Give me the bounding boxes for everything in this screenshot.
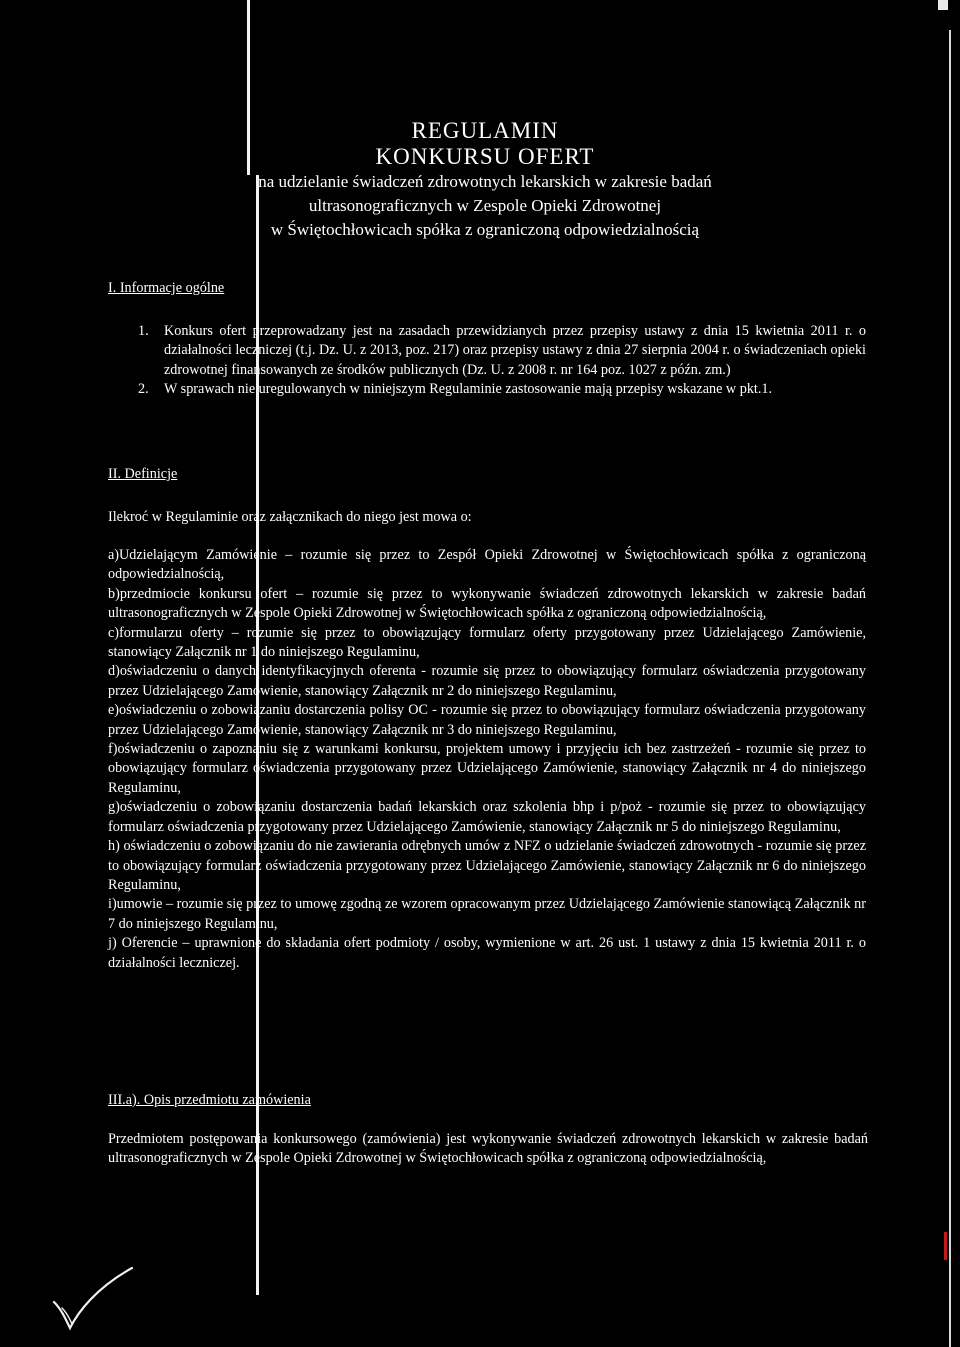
list-item-number: 2. [138, 381, 149, 398]
section-3-text: Przedmiotem postępowania konkursowego (zamówienia) jest wykonywanie świadczeń zdrowotnych lekarskich w zakresie badań ultrasonograficznych w Zespole Opieki Zdrowotnej w Świętochłowicach spółka z ograniczoną odpowiedzialnością, [108, 1131, 868, 1167]
definition-item: a)Udzielającym Zamówienie – rozumie się przez to Zespół Opieki Zdrowotnej w Świętochłowicach spółka z ograniczoną odpowiedzialnością, [108, 547, 866, 583]
section-3-heading: III.a). Opis przedmiotu zamówienia [108, 1092, 311, 1108]
list-item [138, 322, 866, 380]
list-item [138, 380, 866, 399]
definition-item: i)umowie – rozumie się przez to umowę zgodną ze wzorem opracowanym przez Udzielającego Zamówienie stanowiącą Załącznik nr 7 do niniejszego Regulaminu, [108, 896, 866, 932]
section-1-list [138, 322, 866, 400]
subtitle-line-1: na udzielanie świadczeń zdrowotnych lekarskich w zakresie badań [258, 172, 712, 191]
definitions-list [108, 546, 866, 973]
scan-mark-right [944, 1232, 947, 1260]
list-item-text: W sprawach nie uregulowanych w niniejszym Regulaminie zastosowanie mają przepisy wskazane w pkt.1. [164, 381, 773, 398]
scan-line-right [949, 30, 951, 1347]
scan-mark-top [938, 0, 948, 10]
section-1-heading: I. Informacje ogólne [108, 280, 225, 296]
definition-item: d)oświadczeniu o danych identyfikacyjnych oferenta - rozumie się przez to obowiązujący formularz oświadczenia przygotowany przez Udzielającego Zamówienie, stanowiący Załącznik nr 2 do niniejszego Regulaminu, [108, 663, 866, 699]
section-2-heading: II. Definicje [108, 466, 178, 482]
document-title-block [100, 118, 870, 242]
subtitle-line-2: ultrasonograficznych w Zespole Opieki Zdrowotnej [308, 196, 662, 215]
document-title-2: KONKURSU OFERT [375, 144, 595, 169]
definition-item: j) Oferencie – uprawnione do składania ofert podmioty / osoby, wymienione w art. 26 ust. 1 ustawy z dnia 15 kwietnia 2011 r. o działalności leczniczej. [108, 935, 866, 971]
list-item-text: Konkurs ofert przeprowadzany jest na zasadach przewidzianych przez przepisy ustawy z dnia 15 kwietnia 2011 r. o działalności leczniczej (t.j. Dz. U. z 2013, poz. 217) oraz przepisy ustawy z dnia 27 sierpnia 2004 r. o świadczeniach opieki zdrowotnej finansowanych ze środków publicznych (Dz. U. z 2008 r. nr 164 poz. 1027 z późn. zm.) [164, 323, 866, 378]
handwritten-check-icon [48, 1262, 138, 1332]
definition-item: h) oświadczeniu o zobowiązaniu do nie zawierania odrębnych umów z NFZ o udzielanie świadczeń zdrowotnych - rozumie się przez to obowiązujący formularz oświadczenia przygotowany przez Udzielającego Zamówienie, stanowiący Załącznik nr 6 do niniejszego Regulaminu, [108, 838, 866, 893]
definition-item: g)oświadczeniu o zobowiązaniu dostarczenia badań lekarskich oraz szkolenia bhp i p/poż - rozumie się przez to obowiązujący formularz oświadczenia przygotowany przez Udzielającego Zamówienie, stanowiący Załącznik nr 5 do niniejszego Regulaminu, [108, 799, 866, 835]
definition-item: f)oświadczeniu o zapoznaniu się z warunkami konkursu, projektem umowy i przyjęciu ich bez zastrzeżeń - rozumie się przez to obowiązujący formularz oświadczenia przygotowany przez Udzielającego Zamówienie, stanowiący Załącznik nr 4 do niniejszego Regulaminu, [108, 741, 866, 796]
definition-item: b)przedmiocie konkursu ofert – rozumie się przez to wykonywanie świadczeń zdrowotnych lekarskich w zakresie badań ultrasonograficznych w Zespole Opieki Zdrowotnej w Świętochłowicach spółka z ograniczoną odpowiedzialnością, [108, 585, 866, 622]
subtitle-line-3: w Świętochłowicach spółka z ograniczoną odpowiedzialnością [270, 220, 700, 239]
definition-item: e)oświadczeniu o zobowiązaniu dostarczenia polisy OC - rozumie się przez to obowiązujący formularz oświadczenia przygotowany przez Udzielającego Zamówienie, stanowiący Załącznik nr 3 do niniejszego Regulaminu, [108, 702, 866, 738]
list-item-number: 1. [138, 323, 149, 339]
definition-item: c)formularzu oferty – rozumie się przez to obowiązujący formularz oferty przygotowany przez Udzielającego Zamówienie, stanowiący Załącznik nr 1 do niniejszego Regulaminu, [108, 624, 866, 661]
document-title: REGULAMIN [411, 118, 559, 143]
definitions-intro: Ilekroć w Regulaminie oraz załącznikach do niego jest mowa o: [108, 509, 472, 525]
